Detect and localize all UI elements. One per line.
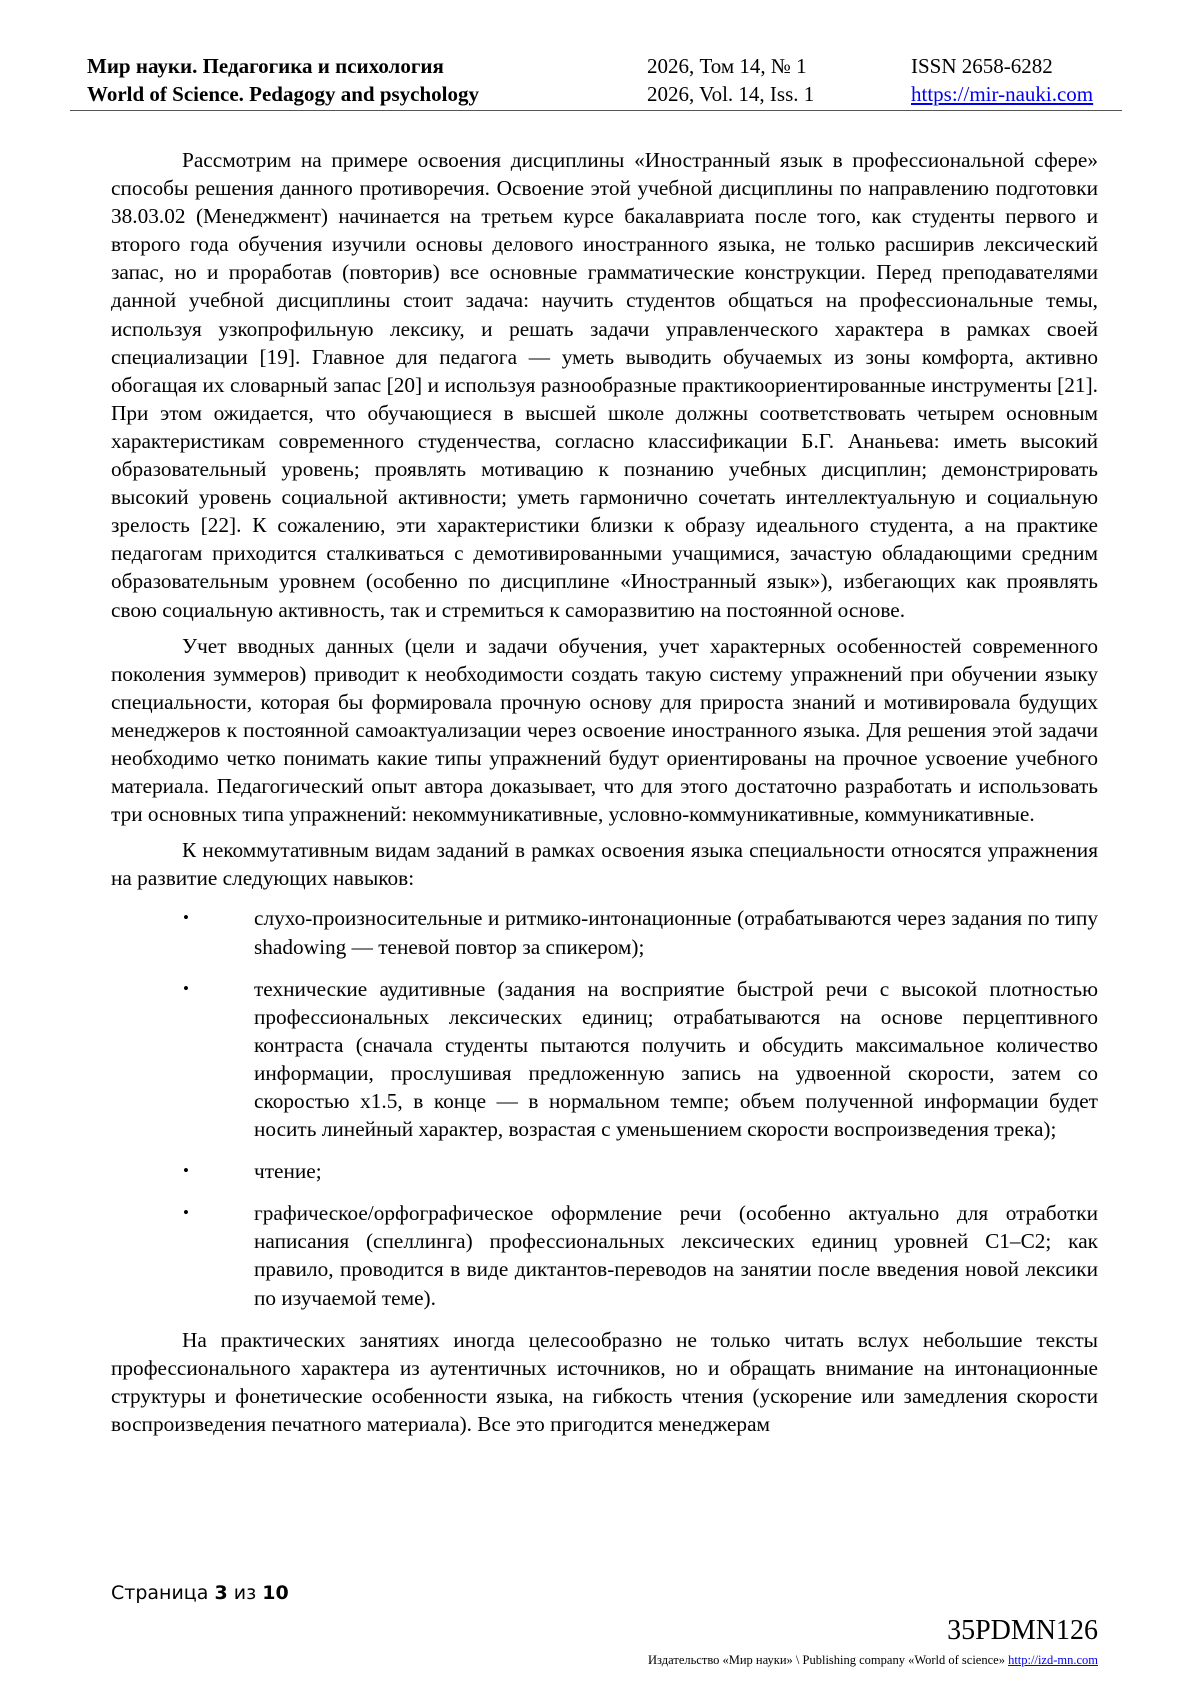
list-item-text: графическое/орфографическое оформление речи (особенно актуально для отработки написания (спеллинга) профессиональных лексических единиц уровней C1–C2; как правило, проводится в виде диктантов-переводов на занятии после введения новой лексики по изучаемой теме). bbox=[254, 1201, 1098, 1310]
paragraph-3: К некоммутативным видам заданий в рамках освоения языка специальности относятся упражнения на развитие следующих навыков: bbox=[111, 838, 1098, 891]
journal-title-en: World of Science. Pedagogy and psychology bbox=[87, 82, 480, 106]
page-of: из bbox=[233, 1582, 257, 1604]
page-total: 10 bbox=[262, 1582, 289, 1604]
article-code: 35PDMN126 bbox=[947, 1615, 1098, 1646]
page-header bbox=[70, 50, 1122, 111]
volume-en: 2026, Vol. 14, Iss. 1 bbox=[647, 82, 815, 106]
paragraph-4: На практических занятиях иногда целесообразно не только читать вслух небольшие тексты профессионального характера из аутентичных источников, но и обращать внимание на интонационные структуры и фонетические особенности языка, на гибкость чтения (ускорение или замедления скорости воспроизведения печатного материала). Все это пригодится менеджерам bbox=[111, 1327, 1098, 1436]
publisher-url-link[interactable]: http://izd-mn.com bbox=[1008, 1653, 1098, 1667]
list-item-text: технические аудитивные (задания на восприятие быстрой речи с высокой плотностью профессиональных лексических единиц; отрабатываются на основе перцептивного контраста (сначала студенты пытаются получить и обсудить максимальное количество информации, прослушивая предложенную запись на удвоенной скорости, затем со скоростью x1.5, в конце — в нормальном темпе; объем полученной информации будет носить линейный характер, возрастая с уменьшением скорости воспроизведения трека); bbox=[254, 976, 1098, 1142]
journal-title-ru: Мир науки. Педагогика и психология bbox=[87, 54, 444, 78]
page-current: 3 bbox=[214, 1582, 228, 1604]
volume-ru: 2026, Том 14, № 1 bbox=[647, 54, 807, 78]
publisher-line bbox=[648, 1653, 1098, 1668]
article-body bbox=[111, 146, 1098, 1438]
page-word: Страница bbox=[111, 1582, 209, 1604]
page-number bbox=[111, 1582, 289, 1604]
bullet-icon: • bbox=[183, 978, 189, 998]
bullet-icon: • bbox=[183, 1161, 189, 1181]
list-item bbox=[111, 975, 1098, 1144]
journal-url-link[interactable]: https://mir-nauki.com bbox=[911, 82, 1094, 106]
skills-list bbox=[111, 904, 1098, 1311]
publisher-text: Издательство «Мир науки» \ Publishing company «World of science» bbox=[648, 1653, 1005, 1667]
paragraph-1: Рассмотрим на примере освоения дисциплины «Иностранный язык в профессиональной сфере» способы решения данного противоречия. Освоение этой учебной дисциплины по направлению подготовки 38.03.02 (Менеджмент) начинается на третьем курсе бакалавриата после того, как студенты первого и второго года обучения изучили основы делового иностранного языка, не только расширив лексический запас, но и проработав (повторив) все основные грамматические конструкции. Перед преподавателями данной учебной дисциплины стоит задача: научить студентов общаться на профессиональные темы, используя узкопрофильную лексику, и решать задачи управленческого характера в рамках своей специализации [19]. Главное для педагога — уметь выводить обучаемых из зоны комфорта, активно обогащая их словарный запас [20] и используя разнообразные практикоориентированные инструменты [21]. При этом ожидается, что обучающиеся в высшей школе должны соответствовать четырем основным характеристикам современного студенчества, согласно классификации Б.Г. Ананьева: иметь высокий образовательный уровень; проявлять мотивацию к познанию учебных дисциплин; демонстрировать высокий уровень социальной активности; уметь гармонично сочетать интеллектуальную и социальную зрелость [22]. К сожалению, эти характеристики близки к образу идеального студента, а на практике педагогам приходится сталкиваться с демотивированными учащимися, зачастую обладающими средним образовательным уровнем (особенно по дисциплине «Иностранный язык»), избегающих как проявлять свою социальную активность, так и стремиться к саморазвитию на постоянной основе. bbox=[111, 148, 1098, 622]
issn: ISSN 2658-6282 bbox=[911, 54, 1053, 78]
list-item-text: чтение; bbox=[254, 1159, 322, 1184]
list-item bbox=[111, 904, 1098, 960]
list-item-text: слухо-произносительные и ритмико-интонационные (отрабатываются через задания по типу shadowing — теневой повтор за спикером); bbox=[254, 906, 1098, 959]
bullet-icon: • bbox=[183, 1203, 189, 1223]
bullet-icon: • bbox=[183, 908, 189, 928]
list-item bbox=[111, 1199, 1098, 1311]
list-item bbox=[111, 1157, 1098, 1185]
paragraph-2: Учет вводных данных (цели и задачи обучения, учет характерных особенностей современного поколения зуммеров) приводит к необходимости создать такую систему упражнений при обучении языку специальности, которая бы формировала прочную основу для прироста знаний и мотивировала будущих менеджеров к постоянной самоактуализации через освоение иностранного языка. Для решения этой задачи необходимо четко понимать какие типы упражнений будут ориентированы на прочное усвоение учебного материала. Педагогический опыт автора доказывает, что для этого достаточно разработать и использовать три основных типа упражнений: некоммуникативные, условно-коммуникативные, коммуникативные. bbox=[111, 633, 1098, 827]
